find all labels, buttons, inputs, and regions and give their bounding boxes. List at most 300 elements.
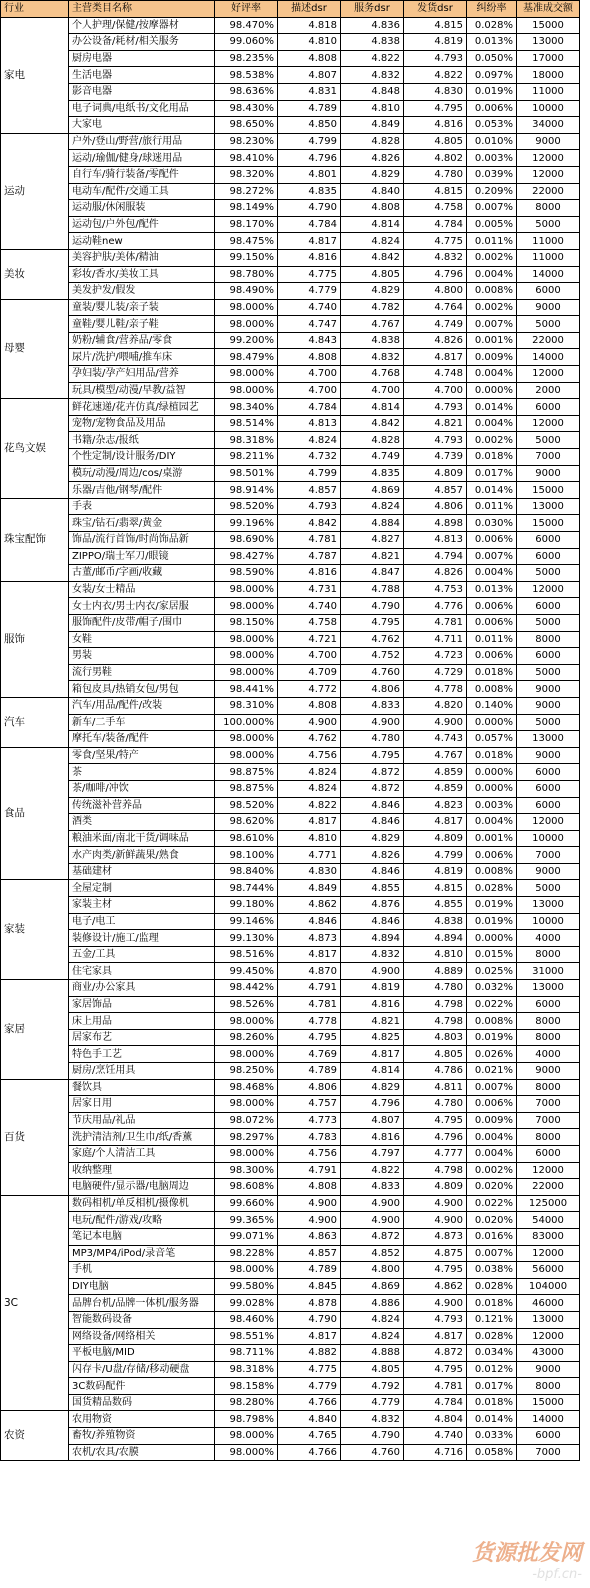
table-row <box>1 565 580 582</box>
table-row <box>1 1046 580 1063</box>
base-turnover-cell: 83000 <box>517 1228 580 1245</box>
shipping-dsr-cell: 4.711 <box>404 631 467 648</box>
positive-rate-cell: 98.000% <box>215 664 278 681</box>
table-row <box>1 316 580 333</box>
watermark <box>472 1536 582 1582</box>
positive-rate-cell: 98.297% <box>215 1129 278 1146</box>
dispute-rate-cell: 0.028% <box>467 1278 517 1295</box>
table-row <box>1 1195 580 1212</box>
positive-rate-cell: 98.228% <box>215 1245 278 1262</box>
service-dsr-cell: 4.780 <box>341 731 404 748</box>
category-cell: 闪存卡/U盘/存储/移动硬盘 <box>69 1361 215 1378</box>
category-cell: 居家日用 <box>69 1096 215 1113</box>
dispute-rate-cell: 0.019% <box>467 897 517 914</box>
positive-rate-cell: 98.158% <box>215 1378 278 1395</box>
positive-rate-cell: 98.514% <box>215 415 278 432</box>
positive-rate-cell: 98.000% <box>215 598 278 615</box>
category-cell: MP3/MP4/iPod/录音笔 <box>69 1245 215 1262</box>
table-row <box>1 1378 580 1395</box>
category-cell: 宠物/宠物食品及用品 <box>69 415 215 432</box>
base-turnover-cell: 5000 <box>517 216 580 233</box>
dispute-rate-cell: 0.016% <box>467 1228 517 1245</box>
dispute-rate-cell: 0.006% <box>467 614 517 631</box>
service-dsr-cell: 4.828 <box>341 133 404 150</box>
category-cell: 茶/咖啡/冲饮 <box>69 780 215 797</box>
base-turnover-cell: 13000 <box>517 980 580 997</box>
shipping-dsr-cell: 4.802 <box>404 150 467 167</box>
category-cell: 童鞋/婴儿鞋/亲子鞋 <box>69 316 215 333</box>
base-turnover-cell: 12000 <box>517 366 580 383</box>
dispute-rate-cell: 0.019% <box>467 913 517 930</box>
shipping-dsr-cell: 4.872 <box>404 1345 467 1362</box>
dispute-rate-cell: 0.006% <box>467 847 517 864</box>
table-row <box>1 133 580 150</box>
table-row <box>1 166 580 183</box>
service-dsr-cell: 4.779 <box>341 1394 404 1411</box>
description-dsr-cell: 4.784 <box>278 216 341 233</box>
description-dsr-cell: 4.843 <box>278 332 341 349</box>
category-cell: 装修设计/施工/监理 <box>69 930 215 947</box>
table-row <box>1 432 580 449</box>
description-dsr-cell: 4.840 <box>278 1411 341 1428</box>
description-dsr-cell: 4.795 <box>278 1029 341 1046</box>
table-row <box>1 1262 580 1279</box>
service-dsr-cell: 4.894 <box>341 930 404 947</box>
shipping-dsr-cell: 4.795 <box>404 1112 467 1129</box>
base-turnover-cell: 11000 <box>517 83 580 100</box>
base-turnover-cell: 9000 <box>517 747 580 764</box>
dispute-rate-cell: 0.020% <box>467 1179 517 1196</box>
table-row <box>1 963 580 980</box>
base-turnover-cell: 22000 <box>517 183 580 200</box>
table-row <box>1 830 580 847</box>
description-dsr-cell: 4.873 <box>278 930 341 947</box>
service-dsr-cell: 4.806 <box>341 681 404 698</box>
header-description-dsr: 描述dsr <box>278 1 341 18</box>
base-turnover-cell: 5000 <box>517 664 580 681</box>
shipping-dsr-cell: 4.740 <box>404 1428 467 1445</box>
category-cell: 住宅家具 <box>69 963 215 980</box>
positive-rate-cell: 98.000% <box>215 631 278 648</box>
base-turnover-cell: 7000 <box>517 847 580 864</box>
shipping-dsr-cell: 4.900 <box>404 1195 467 1212</box>
service-dsr-cell: 4.872 <box>341 1228 404 1245</box>
dispute-rate-cell: 0.008% <box>467 681 517 698</box>
dispute-rate-cell: 0.002% <box>467 1162 517 1179</box>
table-row <box>1 980 580 997</box>
positive-rate-cell: 98.310% <box>215 697 278 714</box>
service-dsr-cell: 4.752 <box>341 648 404 665</box>
base-turnover-cell: 12000 <box>517 415 580 432</box>
description-dsr-cell: 4.824 <box>278 432 341 449</box>
base-turnover-cell: 12000 <box>517 1328 580 1345</box>
table-row <box>1 150 580 167</box>
category-cell: 电子词典/电纸书/文化用品 <box>69 100 215 117</box>
category-cell: 童装/婴儿装/亲子装 <box>69 299 215 316</box>
dispute-rate-cell: 0.004% <box>467 1129 517 1146</box>
category-cell: 古董/邮币/字画/收藏 <box>69 565 215 582</box>
base-turnover-cell: 6000 <box>517 1145 580 1162</box>
category-cell: 饰品/流行首饰/时尚饰品新 <box>69 532 215 549</box>
table-row <box>1 1411 580 1428</box>
table-row <box>1 648 580 665</box>
shipping-dsr-cell: 4.784 <box>404 216 467 233</box>
base-turnover-cell: 6000 <box>517 532 580 549</box>
service-dsr-cell: 4.900 <box>341 1212 404 1229</box>
category-cell: 餐饮具 <box>69 1079 215 1096</box>
table-row <box>1 1112 580 1129</box>
shipping-dsr-cell: 4.793 <box>404 50 467 67</box>
description-dsr-cell: 4.765 <box>278 1428 341 1445</box>
description-dsr-cell: 4.900 <box>278 1212 341 1229</box>
service-dsr-cell: 4.805 <box>341 1361 404 1378</box>
category-cell: 个性定制/设计服务/DIY <box>69 449 215 466</box>
table-row <box>1 863 580 880</box>
table-body <box>1 17 580 1461</box>
category-cell: 户外/登山/野营/旅行用品 <box>69 133 215 150</box>
shipping-dsr-cell: 4.809 <box>404 465 467 482</box>
dispute-rate-cell: 0.001% <box>467 332 517 349</box>
description-dsr-cell: 4.845 <box>278 1278 341 1295</box>
shipping-dsr-cell: 4.898 <box>404 515 467 532</box>
description-dsr-cell: 4.771 <box>278 847 341 864</box>
description-dsr-cell: 4.779 <box>278 283 341 300</box>
dispute-rate-cell: 0.028% <box>467 17 517 34</box>
shipping-dsr-cell: 4.859 <box>404 780 467 797</box>
table-row <box>1 1145 580 1162</box>
category-cell: 女士内衣/男士内衣/家居服 <box>69 598 215 615</box>
category-cell: 手表 <box>69 498 215 515</box>
table-row <box>1 1245 580 1262</box>
header-dispute-rate: 纠纷率 <box>467 1 517 18</box>
service-dsr-cell: 4.872 <box>341 764 404 781</box>
positive-rate-cell: 98.620% <box>215 814 278 831</box>
shipping-dsr-cell: 4.795 <box>404 1361 467 1378</box>
base-turnover-cell: 6000 <box>517 283 580 300</box>
base-turnover-cell: 11000 <box>517 233 580 250</box>
header-row <box>1 1 580 18</box>
dispute-rate-cell: 0.004% <box>467 415 517 432</box>
shipping-dsr-cell: 4.889 <box>404 963 467 980</box>
service-dsr-cell: 4.829 <box>341 830 404 847</box>
service-dsr-cell: 4.796 <box>341 1096 404 1113</box>
shipping-dsr-cell: 4.873 <box>404 1228 467 1245</box>
shipping-dsr-cell: 4.894 <box>404 930 467 947</box>
base-turnover-cell: 7000 <box>517 1112 580 1129</box>
shipping-dsr-cell: 4.775 <box>404 233 467 250</box>
service-dsr-cell: 4.807 <box>341 1112 404 1129</box>
base-turnover-cell: 7000 <box>517 449 580 466</box>
industry-cell: 家电 <box>1 17 69 133</box>
service-dsr-cell: 4.838 <box>341 34 404 51</box>
positive-rate-cell: 98.430% <box>215 100 278 117</box>
positive-rate-cell: 98.250% <box>215 1063 278 1080</box>
service-dsr-cell: 4.760 <box>341 1444 404 1461</box>
category-cell: 摩托车/装备/配件 <box>69 731 215 748</box>
category-cell: 收纳整理 <box>69 1162 215 1179</box>
shipping-dsr-cell: 4.778 <box>404 681 467 698</box>
category-cell: 办公设备/耗材/相关服务 <box>69 34 215 51</box>
base-turnover-cell: 11000 <box>517 249 580 266</box>
description-dsr-cell: 4.849 <box>278 880 341 897</box>
watermark-domain: -bpf.cn- <box>532 1567 582 1582</box>
dispute-rate-cell: 0.004% <box>467 1145 517 1162</box>
positive-rate-cell: 98.914% <box>215 482 278 499</box>
positive-rate-cell: 98.235% <box>215 50 278 67</box>
dispute-rate-cell: 0.018% <box>467 664 517 681</box>
header-service-dsr: 服务dsr <box>341 1 404 18</box>
positive-rate-cell: 98.000% <box>215 1013 278 1030</box>
category-cell: 流行男鞋 <box>69 664 215 681</box>
shipping-dsr-cell: 4.817 <box>404 349 467 366</box>
description-dsr-cell: 4.789 <box>278 1063 341 1080</box>
shipping-dsr-cell: 4.758 <box>404 200 467 217</box>
base-turnover-cell: 9000 <box>517 133 580 150</box>
positive-rate-cell: 98.000% <box>215 1096 278 1113</box>
shipping-dsr-cell: 4.811 <box>404 1079 467 1096</box>
base-turnover-cell: 125000 <box>517 1195 580 1212</box>
category-cell: ZIPPO/瑞士军刀/眼镜 <box>69 548 215 565</box>
base-turnover-cell: 5000 <box>517 316 580 333</box>
dispute-rate-cell: 0.032% <box>467 980 517 997</box>
header-industry: 行业 <box>1 1 69 18</box>
description-dsr-cell: 4.830 <box>278 863 341 880</box>
dispute-rate-cell: 0.209% <box>467 183 517 200</box>
table-row <box>1 880 580 897</box>
base-turnover-cell: 12000 <box>517 166 580 183</box>
service-dsr-cell: 4.846 <box>341 913 404 930</box>
base-turnover-cell: 8000 <box>517 1378 580 1395</box>
description-dsr-cell: 4.732 <box>278 449 341 466</box>
positive-rate-cell: 98.468% <box>215 1079 278 1096</box>
description-dsr-cell: 4.900 <box>278 714 341 731</box>
dispute-rate-cell: 0.003% <box>467 797 517 814</box>
category-cell: 传统滋补营养品 <box>69 797 215 814</box>
base-turnover-cell: 10000 <box>517 830 580 847</box>
shipping-dsr-cell: 4.794 <box>404 548 467 565</box>
category-cell: 运动/瑜伽/健身/球迷用品 <box>69 150 215 167</box>
category-cell: 服饰配件/皮带/帽子/围巾 <box>69 614 215 631</box>
service-dsr-cell: 4.855 <box>341 880 404 897</box>
service-dsr-cell: 4.819 <box>341 980 404 997</box>
table-row <box>1 1179 580 1196</box>
positive-rate-cell: 98.840% <box>215 863 278 880</box>
shipping-dsr-cell: 4.749 <box>404 316 467 333</box>
base-turnover-cell: 5000 <box>517 614 580 631</box>
positive-rate-cell: 98.538% <box>215 67 278 84</box>
base-turnover-cell: 8000 <box>517 1029 580 1046</box>
category-cell: 3C数码配件 <box>69 1378 215 1395</box>
table-row <box>1 747 580 764</box>
table-row <box>1 581 580 598</box>
service-dsr-cell: 4.749 <box>341 449 404 466</box>
dispute-rate-cell: 0.022% <box>467 1195 517 1212</box>
positive-rate-cell: 98.590% <box>215 565 278 582</box>
shipping-dsr-cell: 4.796 <box>404 266 467 283</box>
base-turnover-cell: 5000 <box>517 714 580 731</box>
description-dsr-cell: 4.806 <box>278 1079 341 1096</box>
base-turnover-cell: 13000 <box>517 1311 580 1328</box>
base-turnover-cell: 6000 <box>517 548 580 565</box>
dispute-rate-cell: 0.018% <box>467 1394 517 1411</box>
description-dsr-cell: 4.799 <box>278 133 341 150</box>
description-dsr-cell: 4.747 <box>278 316 341 333</box>
table-row <box>1 1345 580 1362</box>
service-dsr-cell: 4.814 <box>341 1063 404 1080</box>
category-cell: 五金/工具 <box>69 946 215 963</box>
positive-rate-cell: 99.196% <box>215 515 278 532</box>
positive-rate-cell: 98.000% <box>215 648 278 665</box>
description-dsr-cell: 4.779 <box>278 1378 341 1395</box>
description-dsr-cell: 4.793 <box>278 498 341 515</box>
category-cell: 美容护肤/美体/精油 <box>69 249 215 266</box>
description-dsr-cell: 4.731 <box>278 581 341 598</box>
category-cell: 电脑硬件/显示器/电脑周边 <box>69 1179 215 1196</box>
description-dsr-cell: 4.772 <box>278 681 341 698</box>
positive-rate-cell: 99.365% <box>215 1212 278 1229</box>
base-turnover-cell: 14000 <box>517 266 580 283</box>
service-dsr-cell: 4.808 <box>341 200 404 217</box>
base-turnover-cell: 6000 <box>517 648 580 665</box>
base-turnover-cell: 6000 <box>517 780 580 797</box>
service-dsr-cell: 4.826 <box>341 847 404 864</box>
shipping-dsr-cell: 4.862 <box>404 1278 467 1295</box>
shipping-dsr-cell: 4.826 <box>404 565 467 582</box>
description-dsr-cell: 4.721 <box>278 631 341 648</box>
base-turnover-cell: 31000 <box>517 963 580 980</box>
service-dsr-cell: 4.767 <box>341 316 404 333</box>
category-cell: DIY电脑 <box>69 1278 215 1295</box>
shipping-dsr-cell: 4.786 <box>404 1063 467 1080</box>
table-row <box>1 382 580 399</box>
shipping-dsr-cell: 4.793 <box>404 432 467 449</box>
table-row <box>1 1096 580 1113</box>
table-row <box>1 1428 580 1445</box>
service-dsr-cell: 4.900 <box>341 1195 404 1212</box>
category-cell: 运动包/户外包/配件 <box>69 216 215 233</box>
dispute-rate-cell: 0.013% <box>467 34 517 51</box>
dispute-rate-cell: 0.004% <box>467 366 517 383</box>
base-turnover-cell: 8000 <box>517 631 580 648</box>
description-dsr-cell: 4.824 <box>278 780 341 797</box>
category-cell: 农用物资 <box>69 1411 215 1428</box>
shipping-dsr-cell: 4.798 <box>404 1013 467 1030</box>
dispute-rate-cell: 0.033% <box>467 1428 517 1445</box>
shipping-dsr-cell: 4.729 <box>404 664 467 681</box>
dispute-rate-cell: 0.034% <box>467 1345 517 1362</box>
description-dsr-cell: 4.700 <box>278 648 341 665</box>
base-turnover-cell: 5000 <box>517 880 580 897</box>
dispute-rate-cell: 0.006% <box>467 1096 517 1113</box>
base-turnover-cell: 5000 <box>517 565 580 582</box>
service-dsr-cell: 4.797 <box>341 1145 404 1162</box>
category-cell: 彩妆/香水/美妆工具 <box>69 266 215 283</box>
description-dsr-cell: 4.789 <box>278 100 341 117</box>
description-dsr-cell: 4.790 <box>278 200 341 217</box>
description-dsr-cell: 4.824 <box>278 764 341 781</box>
shipping-dsr-cell: 4.816 <box>404 117 467 134</box>
table-row <box>1 299 580 316</box>
description-dsr-cell: 4.816 <box>278 565 341 582</box>
dispute-rate-cell: 0.007% <box>467 316 517 333</box>
base-turnover-cell: 6000 <box>517 764 580 781</box>
category-cell: 洗护清洁剂/卫生巾/纸/香薰 <box>69 1129 215 1146</box>
dispute-rate-cell: 0.004% <box>467 565 517 582</box>
description-dsr-cell: 4.766 <box>278 1444 341 1461</box>
base-turnover-cell: 5000 <box>517 432 580 449</box>
table-row <box>1 1361 580 1378</box>
base-turnover-cell: 13000 <box>517 34 580 51</box>
shipping-dsr-cell: 4.784 <box>404 1394 467 1411</box>
base-turnover-cell: 12000 <box>517 1162 580 1179</box>
service-dsr-cell: 4.869 <box>341 482 404 499</box>
positive-rate-cell: 98.170% <box>215 216 278 233</box>
base-turnover-cell: 14000 <box>517 1411 580 1428</box>
table-row <box>1 614 580 631</box>
base-turnover-cell: 12000 <box>517 814 580 831</box>
positive-rate-cell: 98.526% <box>215 996 278 1013</box>
table-row <box>1 1013 580 1030</box>
table-row <box>1 233 580 250</box>
table-row <box>1 482 580 499</box>
shipping-dsr-cell: 4.815 <box>404 880 467 897</box>
base-turnover-cell: 46000 <box>517 1295 580 1312</box>
positive-rate-cell: 99.660% <box>215 1195 278 1212</box>
shipping-dsr-cell: 4.817 <box>404 1328 467 1345</box>
positive-rate-cell: 98.479% <box>215 349 278 366</box>
positive-rate-cell: 99.150% <box>215 249 278 266</box>
dispute-rate-cell: 0.011% <box>467 631 517 648</box>
dispute-rate-cell: 0.140% <box>467 697 517 714</box>
dispute-rate-cell: 0.026% <box>467 1046 517 1063</box>
table-row <box>1 797 580 814</box>
category-cell: 家装主材 <box>69 897 215 914</box>
positive-rate-cell: 98.475% <box>215 233 278 250</box>
shipping-dsr-cell: 4.795 <box>404 1262 467 1279</box>
base-turnover-cell: 14000 <box>517 349 580 366</box>
table-row <box>1 930 580 947</box>
description-dsr-cell: 4.775 <box>278 266 341 283</box>
positive-rate-cell: 100.000% <box>215 714 278 731</box>
dispute-rate-cell: 0.057% <box>467 731 517 748</box>
shipping-dsr-cell: 4.743 <box>404 731 467 748</box>
base-turnover-cell: 9000 <box>517 1063 580 1080</box>
description-dsr-cell: 4.863 <box>278 1228 341 1245</box>
positive-rate-cell: 98.000% <box>215 1046 278 1063</box>
positive-rate-cell: 98.470% <box>215 17 278 34</box>
shipping-dsr-cell: 4.900 <box>404 1212 467 1229</box>
table-row <box>1 731 580 748</box>
category-cell: 美发护发/假发 <box>69 283 215 300</box>
service-dsr-cell: 4.822 <box>341 1162 404 1179</box>
service-dsr-cell: 4.762 <box>341 631 404 648</box>
positive-rate-cell: 98.690% <box>215 532 278 549</box>
shipping-dsr-cell: 4.820 <box>404 697 467 714</box>
category-cell: 居家布艺 <box>69 1029 215 1046</box>
shipping-dsr-cell: 4.822 <box>404 67 467 84</box>
dispute-rate-cell: 0.004% <box>467 266 517 283</box>
description-dsr-cell: 4.778 <box>278 1013 341 1030</box>
dispute-rate-cell: 0.019% <box>467 83 517 100</box>
dispute-rate-cell: 0.000% <box>467 930 517 947</box>
category-cell: 网络设备/网络相关 <box>69 1328 215 1345</box>
category-cell: 酒类 <box>69 814 215 831</box>
dispute-rate-cell: 0.009% <box>467 349 517 366</box>
base-turnover-cell: 8000 <box>517 1079 580 1096</box>
dispute-rate-cell: 0.003% <box>467 150 517 167</box>
positive-rate-cell: 98.211% <box>215 449 278 466</box>
category-cell: 珠宝/钻石/翡翠/黄金 <box>69 515 215 532</box>
